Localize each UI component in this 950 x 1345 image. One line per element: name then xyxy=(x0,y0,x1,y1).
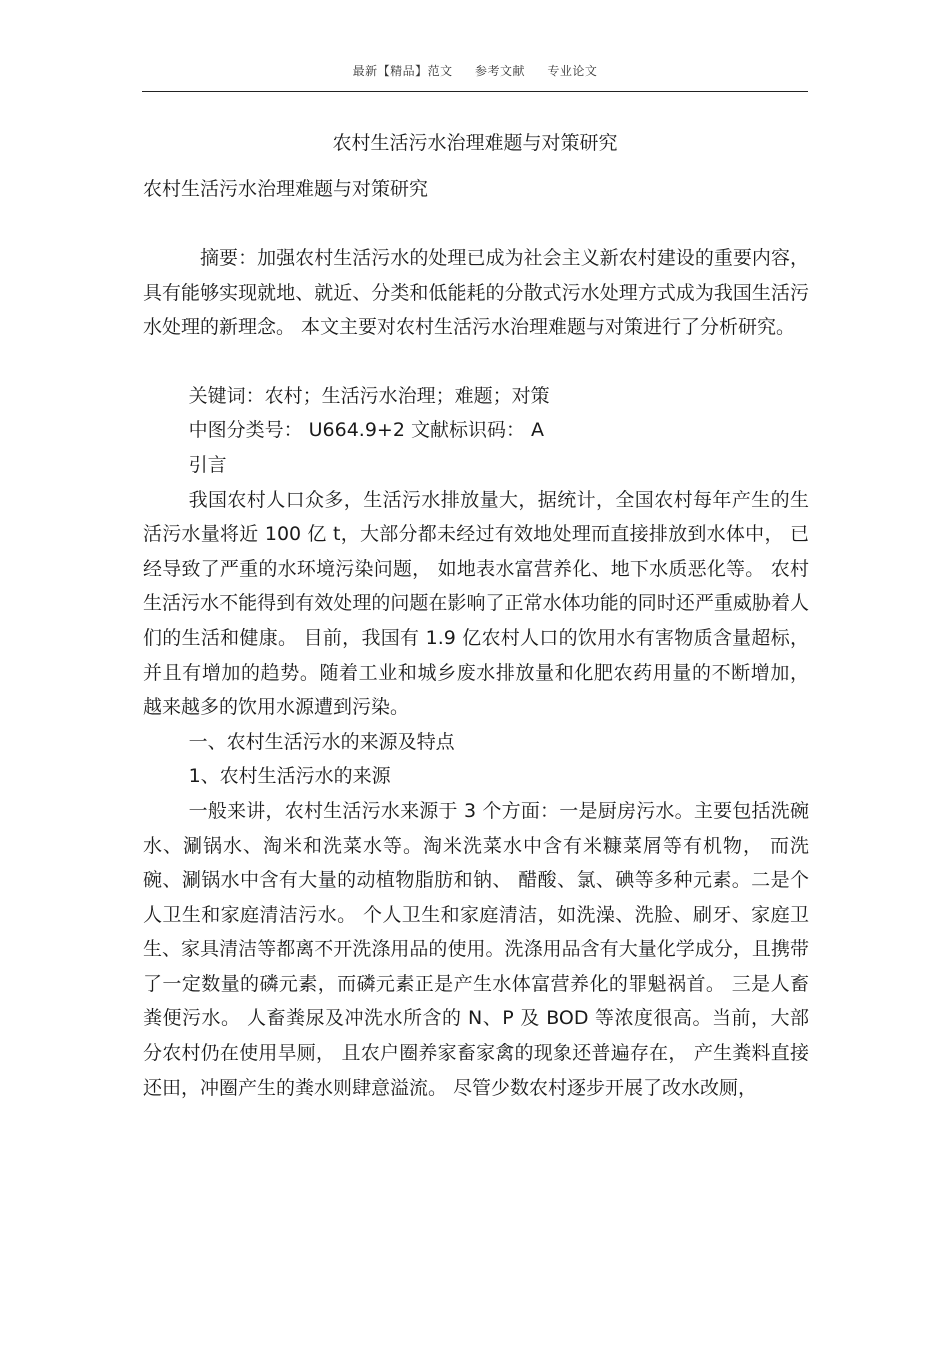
header-divider xyxy=(142,91,808,92)
sources-paragraph: 一般来讲，农村生活污水来源于 3 个方面：一是厨房污水。主要包括洗碗水、涮锅水、淘米和洗菜水等。淘米洗菜水中含有米糠菜屑等有机物， 而洗碗、涮锅水中含有大量的动植物脂肪和钠、 醋酸、氯、碘等多种元素。二是个人卫生和家庭清洁污水。 个人卫生和家庭清洁，如洗澡、洗脸、刷牙、家庭卫生、家具清洁等都离不开洗涤用品的使用。洗涤用品含有大量化学成分，且携带了一定数量的磷元素，而磷元素正是产生水体富营养化的罪魁祸首。 三是人畜粪便污水。 人畜粪尿及冲洗水所含的 N、P 及 BOD 等浓度很高。当前，大部分农村仍在使用旱厕， 且农户圈养家畜家禽的现象还普遍存在， 产生粪料直接还田，冲圈产生的粪水则肆意溢流。 尽管少数农村逐步开展了改水改厕， xyxy=(143,799,809,1099)
intro-paragraph: 我国农村人口众多，生活污水排放量大，据统计，全国农村每年产生的生活污水量将近 100 亿 t，大部分都未经过有效地处理而直接排放到水体中， 已经导致了严重的水环境污染问题， 如地表水富营养化、地下水质恶化等。 农村生活污水不能得到有效处理的问题在影响了正常水体功能的同时还严重威胁着人们的生活和健康。 目前，我国有 1.9 亿农村人口的饮用水有害物质含量超标，并且有增加的趋势。随着工业和城乡废水排放量和化肥农药用量的不断增加， 越来越多的饮用水源遭到污染。 xyxy=(143,488,809,719)
article-body xyxy=(143,241,809,1105)
document-title: 农村生活污水治理难题与对策研究 xyxy=(332,132,618,154)
intro-heading: 引言 xyxy=(188,453,227,476)
paragraph-spacer xyxy=(143,345,809,379)
page-header xyxy=(142,62,808,79)
subsection-1-heading: 1、农村生活污水的来源 xyxy=(188,765,391,788)
classification-line: 中图分类号： U664.9+2 文献标识码： A xyxy=(188,419,545,442)
article-title: 农村生活污水治理难题与对策研究 xyxy=(143,178,429,200)
keywords-line: 关键词：农村；生活污水治理；难题；对策 xyxy=(188,384,550,407)
header-item-papers: 专业论文 xyxy=(547,64,598,78)
section-1-heading: 一、农村生活污水的来源及特点 xyxy=(188,730,455,753)
abstract-paragraph: 摘要：加强农村生活污水的处理已成为社会主义新农村建设的重要内容，具有能够实现就地、就近、分类和低能耗的分散式污水处理方式成为我国生活污水处理的新理念。 本文主要对农村生活污水治理难题与对策进行了分析研究。 xyxy=(143,247,809,339)
header-item-references: 参考文献 xyxy=(474,64,525,78)
header-item-fanwen: 最新【精品】范文 xyxy=(352,64,453,78)
